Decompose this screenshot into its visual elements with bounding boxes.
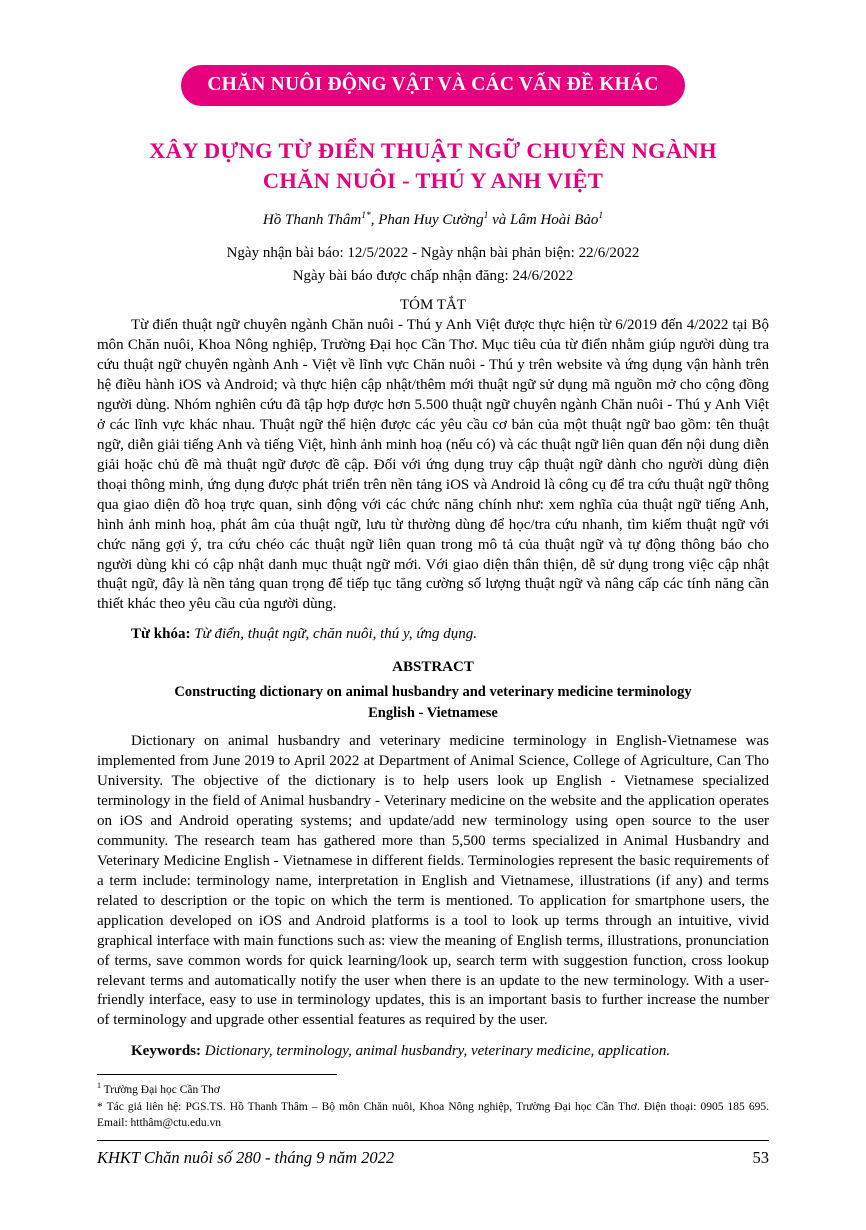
section-banner: CHĂN NUÔI ĐỘNG VẬT VÀ CÁC VẤN ĐỀ KHÁC xyxy=(181,65,684,106)
vietnamese-abstract-heading: TÓM TẮT xyxy=(400,297,466,314)
english-abstract-body: Dictionary on animal husbandry and veterinary medicine terminology in English-Vietnamese was implemented from June 2019 to April 2022 at Department of Animal Science, College of Agriculture, Can Tho University. The objective of the dictionary is to help users look up English - Vietnamese specialized terminology in the field of Animal husbandry - Veterinary medicine on the website and the application operates on iOS and Android operating systems; and update/add new terminology using open source to the user community. The research team has gathered more than 5,500 terms specialized in Animal Husbandry and Veterinary Medicine English - Vietnamese in different fields. Terminologies represent the basic requirements of a term include: terminology name, interpretation in English and Vietnamese, illustrations (if any) and terms related to description or the topic on which the term is mentioned. To application for smartphone users, the application developed on iOS and Android platforms is a tool to look up terms through an intuitive, vivid graphical interface with main functions such as: view the meaning of English terms, illustrations, pronunciation of terms, save common words for quick learning/look up, search term with suggestion function, cross lookup relevant terms and automatically notify the user when there is an update to the new terminology. With a user-friendly interface, easy to use in terminology updates, this is an important basis to further increase the number of terminology and upgrade other essential features as required by the user. xyxy=(97,733,769,1029)
english-abstract-heading: ABSTRACT xyxy=(392,659,474,676)
title-line-2: CHĂN NUÔI - THÚ Y ANH VIỆT xyxy=(262,168,604,194)
author-list xyxy=(97,211,769,229)
vietnamese-abstract-body: Từ điển thuật ngữ chuyên ngành Chăn nuôi - Thú y Anh Việt được thực hiện từ 6/2019 đến 4/2022 tại Bộ môn Chăn nuôi, Khoa Nông nghiệp, Trường Đại học Cần Thơ. Mục tiêu của từ điển nhằm giúp người dùng tra cứu thuật ngữ chuyên ngành Anh - Việt về lĩnh vực Chăn nuôi - Thú y trên website và ứng dụng vận hành trên hệ điều hành iOS và Android; và thực hiện cập nhật/thêm mới thuật ngữ sử dụng mã nguồn mở cho cộng đồng người dùng. Nhóm nghiên cứu đã tập hợp được hơn 5.500 thuật ngữ chuyên ngành Chăn nuôi - Thú y Anh Việt ở các lĩnh vực khác nhau. Thuật ngữ thể hiện được các yêu cầu cơ bản của một thuật ngữ bao gồm: tên thuật ngữ, diễn giải tiếng Anh và tiếng Việt, hình ảnh minh hoạ (nếu có) và các thuật ngữ liên quan đến nội dung diễn giải hoặc chủ đề mà thuật ngữ được đề cập. Đối với ứng dụng truy cập thuật ngữ dành cho người dùng điện thoại thông minh, ứng dụng được phát triển trên nền tảng iOS và Android là công cụ để tra cứu thuật ngữ thông qua giao diện đồ hoạ trực quan, sinh động với các chức năng chính như: xem nghĩa của thuật ngữ tiếng Anh, hình ảnh minh hoạ, phát âm của thuật ngữ, lưu từ thường dùng để học/tra cứu nhanh, tìm kiếm thuật ngữ với chức năng gợi ý, tra cứu chéo các thuật ngữ liên quan trong mô tả của thuật ngữ và tự động thông báo cho người dùng khi có cập nhật danh mục thuật ngữ mới. Với giao diện thân thiện, dễ sử dụng trong việc cập nhật thuật ngữ, đây là nền tảng quan trọng để tiếp tục tăng cường số lượng thuật ngữ và nâng cấp các tính năng cần thiết khác theo yêu cầu của người dùng. xyxy=(97,317,769,613)
footnote-divider xyxy=(97,1074,337,1075)
english-title xyxy=(97,682,769,724)
author-3-affiliation-marker: 1 xyxy=(598,210,604,221)
vietnamese-keywords-value: Từ điển, thuật ngữ, chăn nuôi, thú y, ứng dụng. xyxy=(194,626,478,643)
page-footer xyxy=(97,1140,769,1168)
page-number: 53 xyxy=(752,1148,769,1167)
author-3-name: và Lâm Hoài Bảo xyxy=(488,211,599,228)
author-1-affiliation-marker: 1* xyxy=(361,210,371,221)
date-received-line: Ngày nhận bài báo: 12/5/2022 - Ngày nhận bài phản biện: 22/6/2022 xyxy=(226,244,640,261)
submission-dates xyxy=(97,242,769,289)
footnote-marker-1: 1 xyxy=(97,1081,101,1091)
footnote-corresponding-author: * Tác giả liên hệ: PGS.TS. Hồ Thanh Thâm – Bộ môn Chăn nuôi, Khoa Nông nghiệp, Trường Đại học Cần Thơ. Điện thoại: 0905 185 695. Email: htthâm@ctu.edu.vn xyxy=(97,1100,769,1129)
english-keywords-label: Keywords: xyxy=(131,1043,201,1060)
journal-reference: KHKT Chăn nuôi số 280 - tháng 9 năm 2022 xyxy=(97,1148,395,1167)
author-2-affiliation-marker: 1 xyxy=(483,210,489,221)
vietnamese-keywords xyxy=(97,625,769,645)
date-accepted-line: Ngày bài báo được chấp nhận đăng: 24/6/2022 xyxy=(292,268,574,284)
footer-row xyxy=(97,1148,769,1168)
english-title-line-2: English - Vietnamese xyxy=(368,705,498,722)
vietnamese-keywords-label: Từ khóa: xyxy=(131,626,191,643)
footnote-affiliation xyxy=(97,1080,769,1098)
english-keywords-value: Dictionary, terminology, animal husbandry, veterinary medicine, application. xyxy=(204,1043,671,1060)
title-line-1: XÂY DỰNG TỪ ĐIỂN THUẬT NGỮ CHUYÊN NGÀNH xyxy=(149,138,717,163)
page-title xyxy=(97,136,769,197)
english-title-line-1: Constructing dictionary on animal husbandry and veterinary medicine terminology xyxy=(174,684,692,701)
page-content xyxy=(97,55,769,1131)
author-1-name: Hồ Thanh Thâm xyxy=(262,211,362,228)
section-banner-wrap xyxy=(97,65,769,106)
footer-divider xyxy=(97,1140,769,1141)
author-2-name: , Phan Huy Cường xyxy=(370,211,484,228)
footnote-affiliation-text: Trường Đại học Cần Thơ xyxy=(101,1084,220,1097)
english-keywords xyxy=(97,1043,769,1060)
